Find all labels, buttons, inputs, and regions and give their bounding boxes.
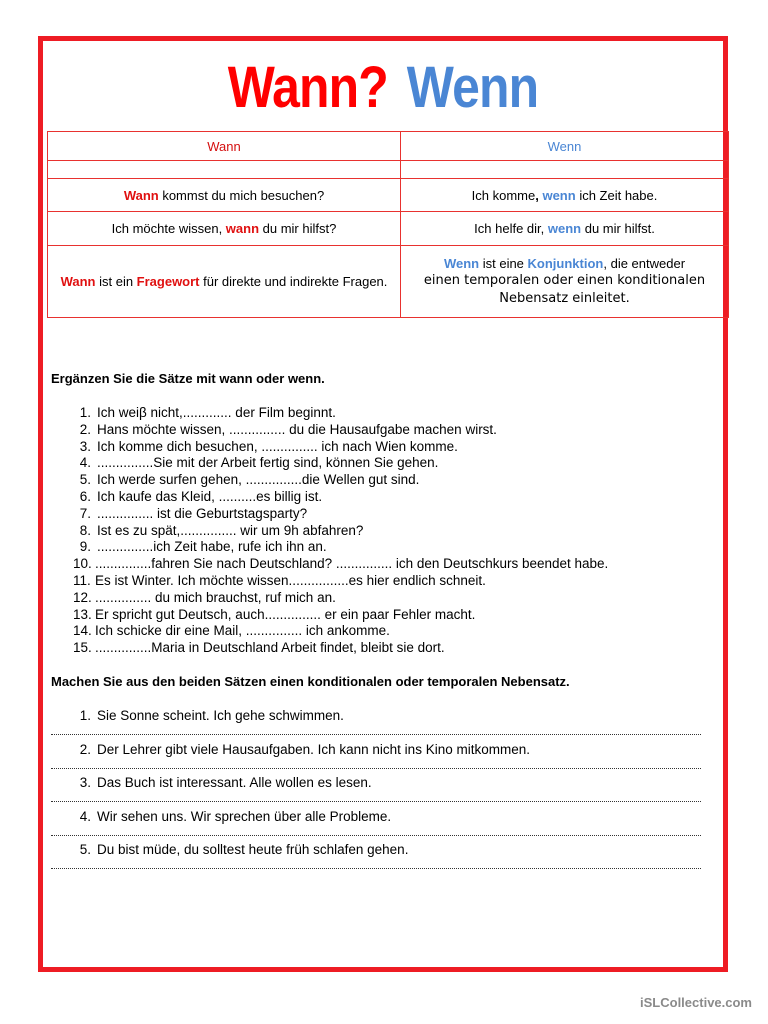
exercise1-item <box>51 640 608 657</box>
exercise2-heading: Machen Sie aus den beiden Sätzen einen konditionalen oder temporalen Nebensatz. <box>51 674 570 689</box>
item-number: 6. <box>79 488 91 504</box>
exercise2-item <box>51 742 530 757</box>
item-text: Der Lehrer gibt viele Hausaufgaben. Ich kann nicht ins Kino mitkommen. <box>97 741 530 757</box>
empty-cell <box>48 161 401 179</box>
item-text: Es ist Winter. Ich möchte wissen................es hier endlich schneit. <box>95 572 486 588</box>
definition-wenn <box>401 246 729 318</box>
item-number: 12. <box>73 589 92 605</box>
exercise1-item <box>51 405 608 422</box>
item-number: 5. <box>79 472 91 488</box>
keyword-wenn: Wenn <box>443 255 480 271</box>
keyword-wann: Wann <box>60 273 96 289</box>
item-number: 3. <box>79 438 91 454</box>
answer-line[interactable] <box>51 835 701 836</box>
item-text: ...............fahren Sie nach Deutschland? ............... ich den Deutschkurs beendet habe. <box>95 556 609 572</box>
example-text: du mir hilfst. <box>581 221 655 236</box>
item-number: 11. <box>73 572 91 588</box>
example-text: Ich möchte wissen, <box>111 221 226 236</box>
item-text: Sie Sonne scheint. Ich gehe schwimmen. <box>97 708 344 723</box>
item-number: 14. <box>73 623 92 639</box>
item-number: 15. <box>73 640 92 656</box>
example-wenn-2 <box>401 212 729 246</box>
keyword-wenn: wenn <box>547 221 582 236</box>
keyword-wann: Wann <box>123 187 159 203</box>
example-text: ich Zeit habe. <box>575 187 658 203</box>
worksheet-frame <box>38 36 728 972</box>
table-row <box>48 246 729 318</box>
exercise1-item <box>51 422 608 439</box>
exercise1-item <box>51 523 608 540</box>
answer-line[interactable] <box>51 734 701 735</box>
item-text: Ich komme dich besuchen, ............... ich nach Wien komme. <box>97 438 458 454</box>
keyword-wann: wann <box>225 221 260 236</box>
exercise1-item <box>51 539 608 556</box>
comparison-table <box>47 131 729 318</box>
exercise1-item <box>51 573 608 590</box>
example-comma: , <box>535 187 539 203</box>
table-header-row <box>48 132 729 161</box>
item-number: 5. <box>79 842 91 857</box>
item-text: Du bist müde, du solltest heute früh schlafen gehen. <box>97 842 409 857</box>
example-wenn-1 <box>401 179 729 212</box>
item-number: 1. <box>79 708 91 723</box>
table-row <box>48 212 729 246</box>
item-number: 7. <box>79 505 91 521</box>
example-text: Ich helfe dir, <box>474 221 548 236</box>
exercise1-item <box>51 489 608 506</box>
exercise2-item <box>51 775 372 790</box>
exercise1-item <box>51 607 608 624</box>
answer-line[interactable] <box>51 768 701 769</box>
title-wann: Wann? <box>227 55 388 120</box>
example-text: du mir hilfst? <box>259 221 337 236</box>
exercise2-item <box>51 708 344 723</box>
exercise1-item <box>51 506 608 523</box>
item-text: Wir sehen uns. Wir sprechen über alle Probleme. <box>97 808 392 824</box>
item-number: 9. <box>79 539 91 555</box>
item-text: Ich werde surfen gehen, ...............die Wellen gut sind. <box>97 472 420 488</box>
keyword-wenn: wenn <box>542 187 576 203</box>
definition-text: ist ein <box>95 273 137 289</box>
empty-cell <box>401 161 729 179</box>
example-text: Ich komme <box>471 187 536 203</box>
definition-text: für direkte und indirekte Fragen. <box>199 273 388 289</box>
item-number: 2. <box>79 741 91 757</box>
definition-wann <box>48 246 401 318</box>
item-number: 4. <box>79 808 91 824</box>
footer-watermark: iSLCollective.com <box>640 995 752 1010</box>
exercise2-item <box>51 842 408 857</box>
item-number: 2. <box>79 421 91 437</box>
definition-text: , die entweder <box>603 255 686 271</box>
item-text: ...............Maria in Deutschland Arbeit findet, bleibt sie dort. <box>95 640 445 656</box>
item-text: Ich weiβ nicht,............. der Film beginnt. <box>97 405 336 420</box>
keyword-konjunktion: Konjunktion <box>527 255 604 271</box>
exercise1-item <box>51 590 608 607</box>
table-row <box>48 179 729 212</box>
table-empty-row <box>48 161 729 179</box>
exercise2-item <box>51 809 391 824</box>
item-number: 3. <box>79 775 91 790</box>
item-text: ...............ich Zeit habe, rufe ich ihn an. <box>97 539 327 555</box>
exercise1-item <box>51 623 608 640</box>
item-number: 4. <box>79 455 91 471</box>
example-wann-2 <box>48 212 401 246</box>
exercise1-item <box>51 556 608 573</box>
example-text: kommst du mich besuchen? <box>158 187 325 203</box>
page-title <box>91 53 676 123</box>
item-text: Das Buch ist interessant. Alle wollen es lesen. <box>97 775 372 790</box>
item-text: Hans möchte wissen, ............... du die Hausaufgabe machen wirst. <box>97 421 497 437</box>
item-number: 1. <box>79 405 91 420</box>
answer-line[interactable] <box>51 868 701 869</box>
item-number: 13. <box>73 606 92 622</box>
title-wenn: Wenn <box>406 55 539 120</box>
exercise1-list <box>51 405 608 657</box>
item-number: 10. <box>73 556 92 572</box>
header-wenn: Wenn <box>401 132 729 161</box>
definition-text: einen temporalen oder einen konditionalen Nebensatz einleitet. <box>423 272 706 306</box>
item-text: ............... du mich brauchst, ruf mich an. <box>95 589 336 605</box>
exercise1-item <box>51 439 608 456</box>
item-text: Ist es zu spät,............... wir um 9h abfahren? <box>97 522 364 538</box>
answer-line[interactable] <box>51 801 701 802</box>
item-number: 8. <box>79 522 91 538</box>
item-text: ............... ist die Geburtstagsparty? <box>97 505 308 521</box>
keyword-fragewort: Fragewort <box>136 273 200 289</box>
item-text: Ich schicke dir eine Mail, ............... ich ankomme. <box>95 623 390 639</box>
header-wann: Wann <box>48 132 401 161</box>
definition-text: ist eine <box>479 255 528 271</box>
exercise1-heading: Ergänzen Sie die Sätze mit wann oder wenn. <box>51 371 325 386</box>
item-text: Ich kaufe das Kleid, ..........es billig ist. <box>97 488 323 504</box>
item-text: Er spricht gut Deutsch, auch............... er ein paar Fehler macht. <box>95 606 476 622</box>
item-text: ...............Sie mit der Arbeit fertig sind, können Sie gehen. <box>97 455 439 471</box>
exercise1-item <box>51 472 608 489</box>
exercise1-item <box>51 455 608 472</box>
example-wann-1 <box>48 179 401 212</box>
